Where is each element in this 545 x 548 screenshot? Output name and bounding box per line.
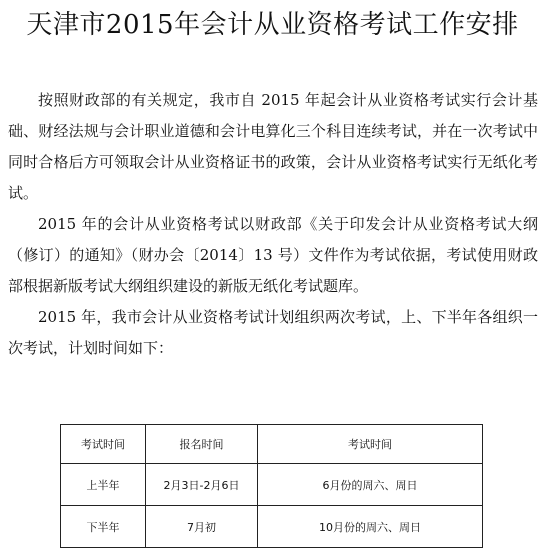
document-body <box>8 85 538 364</box>
cell-exam-date: 10月份的周六、周日 <box>258 506 483 548</box>
table-row <box>61 506 483 548</box>
paragraph-exam-plan: 2015 年，我市会计从业资格考试计划组织两次考试，上、下半年各组织一次考试，计划时间如下： <box>8 308 538 357</box>
header-exam-time: 考试时间 <box>258 425 483 464</box>
cell-period: 上半年 <box>61 464 146 506</box>
header-exam-period: 考试时间 <box>61 425 146 464</box>
header-registration-time: 报名时间 <box>146 425 258 464</box>
cell-exam-date: 6月份的周六、周日 <box>258 464 483 506</box>
cell-registration: 2月3日-2月6日 <box>146 464 258 506</box>
table-row <box>61 464 483 506</box>
table-header-row <box>61 425 483 464</box>
cell-period: 下半年 <box>61 506 146 548</box>
exam-schedule-table <box>60 424 483 548</box>
paragraph-exam-policy: 按照财政部的有关规定，我市自 2015 年起会计从业资格考试实行会计基础、财经法规与会计职业道德和会计电算化三个科目连续考试，并在一次考试中同时合格后方可领取会计从业资格证书的政策，会计从业资格考试实行无纸化考试。 <box>8 91 538 202</box>
cell-registration: 7月初 <box>146 506 258 548</box>
paragraph-exam-basis: 2015 年的会计从业资格考试以财政部《关于印发会计从业资格考试大纲（修订）的通知》（财办会〔2014〕13 号）文件作为考试依据，考试使用财政部根据新版考试大纲组织建设的新版无纸化考试题库。 <box>8 215 538 295</box>
document-title: 天津市2015年会计从业资格考试工作安排 <box>26 10 519 40</box>
